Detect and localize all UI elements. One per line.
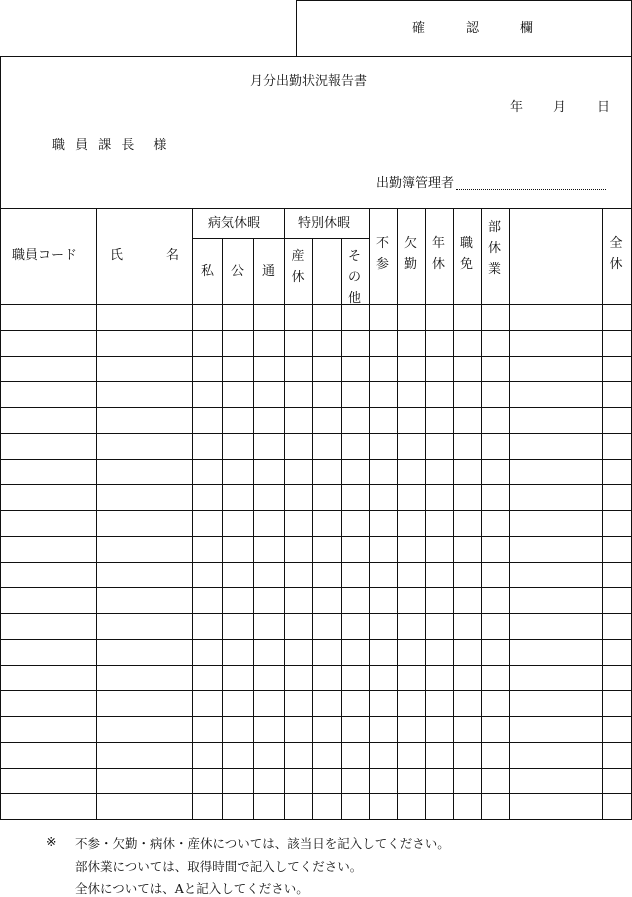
col-maternity: 産 休 [291,249,305,285]
date-month-label: 月 [553,100,567,115]
col-sick-commute: 通 [262,264,276,279]
manager-label: 出勤簿管理者 [376,176,455,191]
confirmation-label: 確 認 欄 [412,21,548,36]
col-absence: 欠 勤 [403,236,417,272]
col-partial-leave: 部 休 業 [487,220,501,277]
col-full-leave: 全 休 [609,236,623,272]
col-other: そ の 他 [347,249,361,306]
col-group-sick-leave: 病気休暇 [208,216,261,231]
note-line-1: 不参・欠勤・病休・産休については、該当日を記入してください。 [75,836,450,851]
col-employee-code: 職員コード [12,248,78,263]
date-day-label: 日 [597,100,611,115]
col-annual-leave: 年 休 [431,236,445,272]
note-mark: ※ [46,834,57,849]
date-year-label: 年 [510,100,524,115]
col-duty-exemption: 職 免 [459,236,473,272]
col-sick-public: 公 [231,264,245,279]
col-name-1: 氏 [110,248,124,263]
col-sick-private: 私 [201,264,215,279]
col-absent-duty: 不 参 [375,236,389,272]
col-name-2: 名 [166,248,180,263]
addressee: 職 員 課 長 様 [52,138,170,153]
report-title: 月分出勤状況報告書 [250,74,368,89]
note-line-2: 部休業については、取得時間で記入してください。 [75,859,363,874]
note-line-3: 全休については、Aと記入してください。 [75,881,309,896]
col-group-special-leave: 特別休暇 [298,216,351,231]
